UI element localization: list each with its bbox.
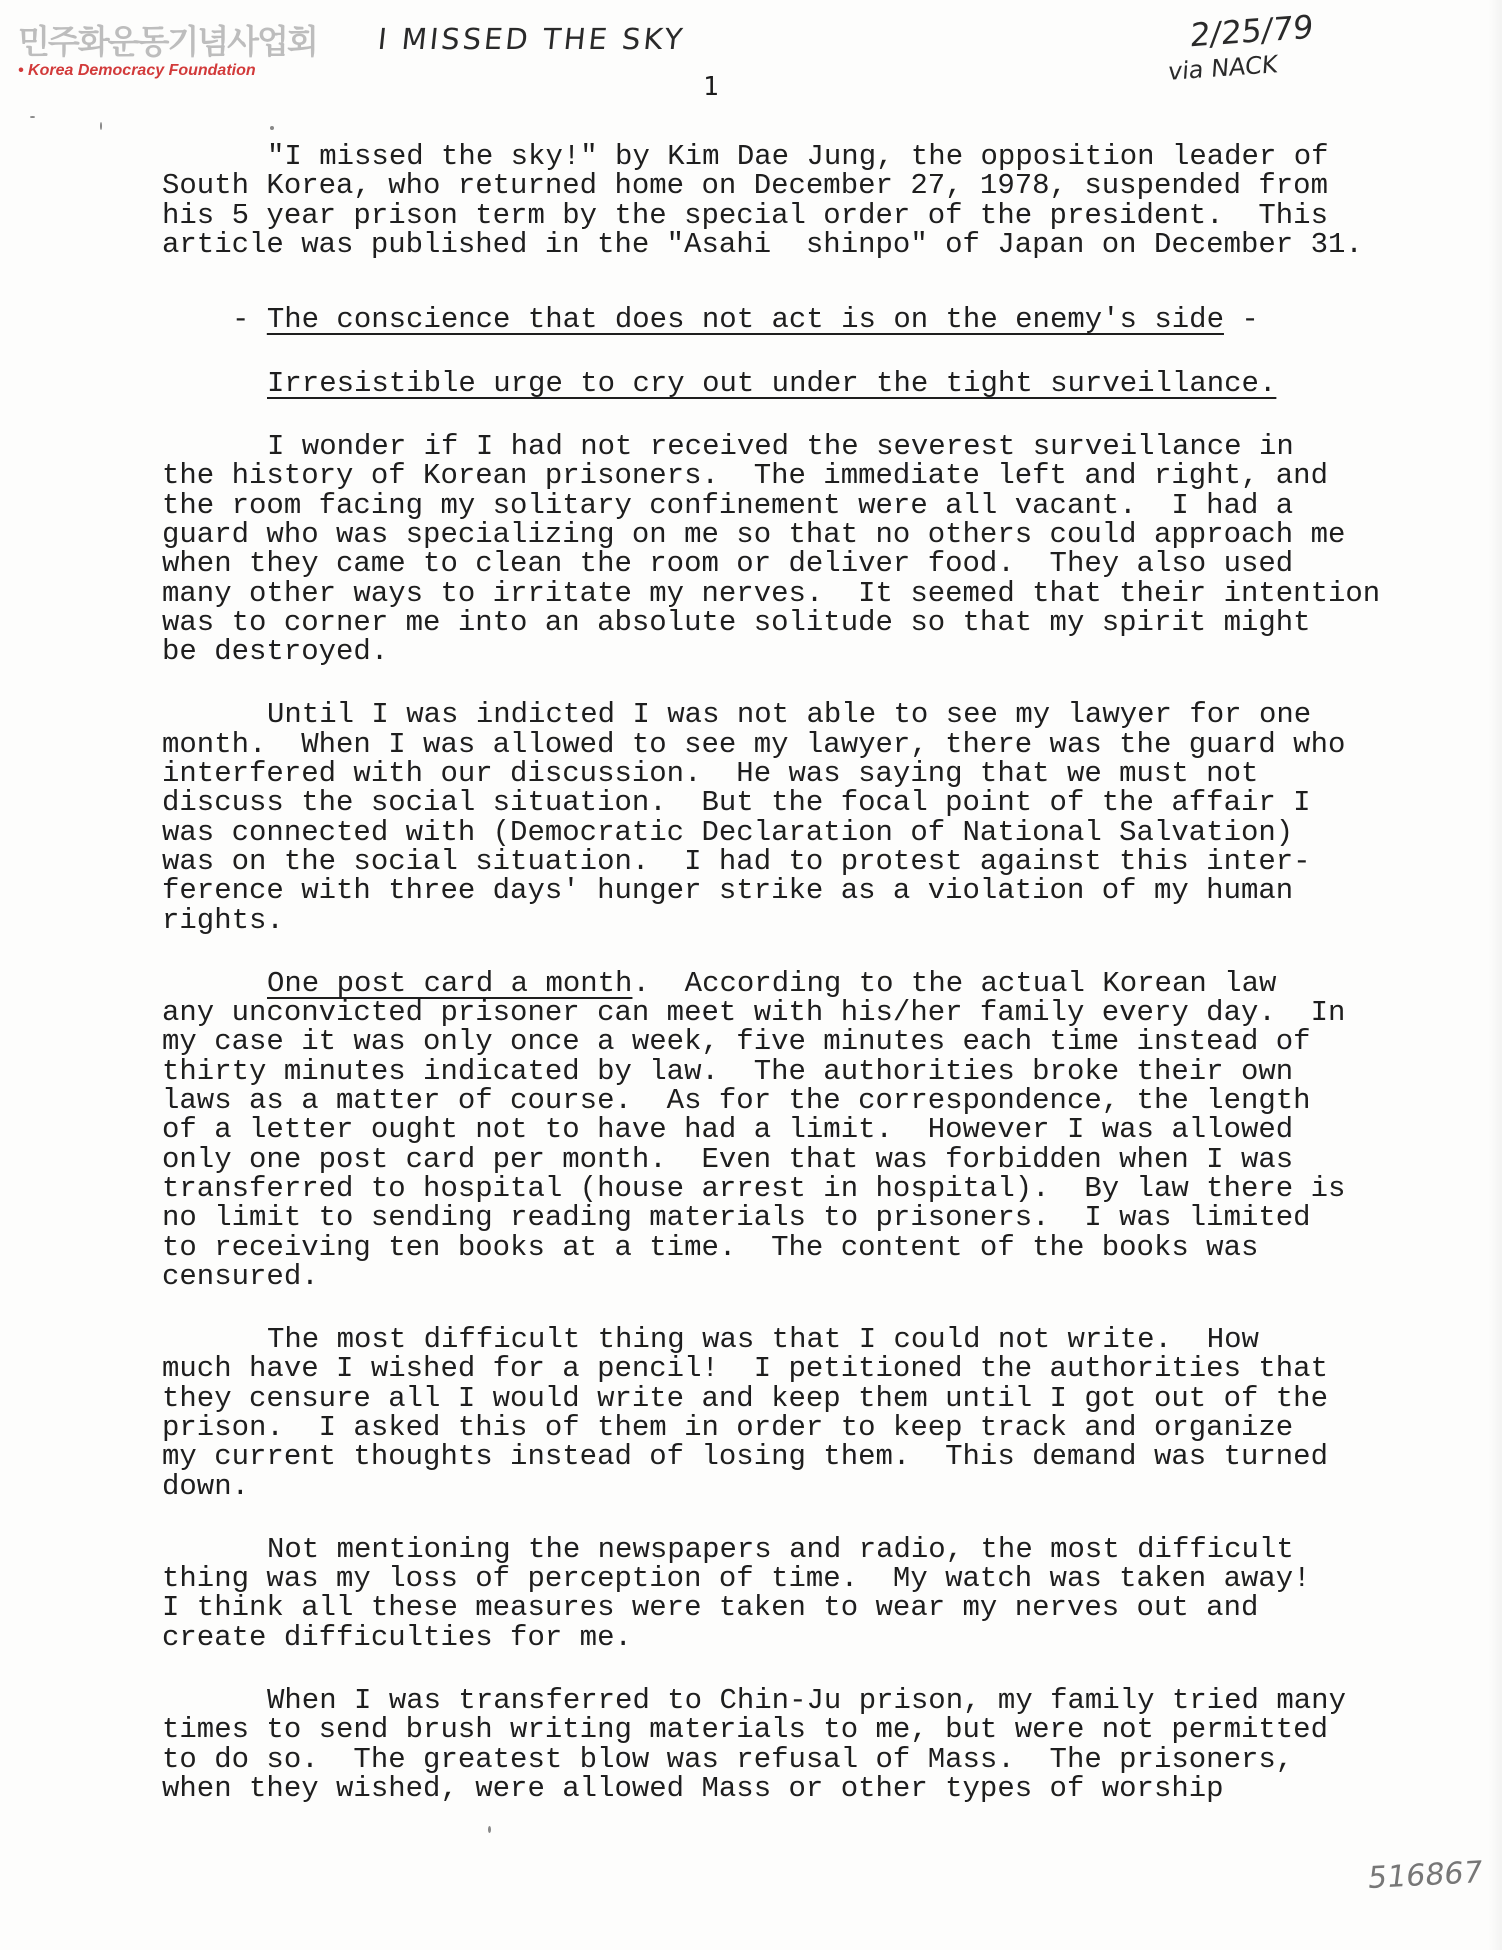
typed-body	[162, 142, 1462, 1803]
body-line: was on the social situation. I had to protest against this inter-	[162, 844, 1311, 878]
intro-line: South Korea, who returned home on December 27, 1978, suspended from	[162, 169, 1328, 203]
body-line: thirty minutes indicated by law. The authorities broke their own	[162, 1054, 1294, 1088]
archive-number: 516867	[1365, 1854, 1485, 1897]
body-line: ference with three days' hunger strike as a violation of my human	[162, 874, 1294, 908]
body-line: Not mentioning the newspapers and radio, the most difficult	[267, 1532, 1294, 1566]
body-line: to do so. The greatest blow was refusal of Mass. The prisoners,	[162, 1742, 1294, 1776]
body-line: thing was my loss of perception of time. My watch was taken away!	[162, 1562, 1311, 1596]
body-line-lead	[162, 966, 1462, 1000]
page-number: 1	[703, 72, 719, 102]
body-line: the room facing my solitary confinement were all vacant. I had a	[162, 488, 1294, 522]
handwritten-via: via NACK	[1167, 50, 1279, 86]
body-line: down.	[162, 1469, 250, 1503]
handwritten-title: I MISSED THE SKY	[376, 22, 687, 56]
body-line: interfered with our discussion. He was saying that we must not	[162, 757, 1259, 791]
intro-line: article was published in the "Asahi shinpo" of Japan on December 31.	[162, 227, 1363, 261]
scan-speck	[100, 122, 102, 130]
body-line: much have I wished for a pencil! I petitioned the authorities that	[162, 1352, 1328, 1386]
body-line: when they came to clean the room or deliver food. They also used	[162, 547, 1294, 581]
scan-edge-shadow	[1488, 0, 1502, 1950]
logo-english-label: Korea Democracy Foundation	[28, 62, 256, 79]
post-card-lead-rest: . According to the actual Korean law	[632, 966, 1277, 1000]
body-line: only one post card per month. Even that was forbidden when I was	[162, 1142, 1294, 1176]
paragraph-time	[162, 1532, 1462, 1654]
body-line: month. When I was allowed to see my lawyer, there was the guard who	[162, 727, 1346, 761]
paragraph-writing	[162, 1325, 1462, 1501]
intro-line: "I missed the sky!" by Kim Dae Jung, the opposition leader of	[267, 140, 1329, 173]
body-line: create difficulties for me.	[162, 1620, 632, 1654]
body-line: of a letter ought not to have had a limit. However I was allowed	[162, 1113, 1294, 1147]
body-line: guard who was specializing on me so that no others could approach me	[162, 517, 1346, 551]
paragraph-chin-ju	[162, 1686, 1462, 1803]
body-line: many other ways to irritate my nerves. It seemed that their intention	[162, 576, 1381, 610]
handwritten-date: 2/25/79	[1188, 7, 1315, 55]
section-heading-1: - The conscience that does not act is on the enemy's side -	[232, 303, 1259, 337]
scan-speck	[488, 1826, 491, 1833]
paragraph-post-card	[162, 966, 1462, 1293]
intro-line: his 5 year prison term by the special order of the president. This	[162, 198, 1328, 232]
post-card-subheading: One post card a month	[267, 966, 633, 1000]
body-line: laws as a matter of course. As for the correspondence, the length	[162, 1084, 1311, 1118]
body-line: When I was transferred to Chin-Ju prison, my family tried many	[267, 1684, 1346, 1718]
paragraph-lawyer	[162, 698, 1462, 937]
body-line: no limit to sending reading materials to prisoners. I was limited	[162, 1201, 1311, 1235]
heading-2-text: Irresistible urge to cry out under the tight surveillance.	[267, 366, 1277, 400]
body-line: be destroyed.	[162, 635, 389, 669]
body-line: I think all these measures were taken to wear my nerves out and	[162, 1591, 1259, 1625]
heading-1-text: The conscience that does not act is on the enemy's side	[266, 303, 1224, 337]
body-line: when they wished, were allowed Mass or other types of worship	[162, 1771, 1224, 1805]
body-line: Until I was indicted I was not able to see my lawyer for one	[267, 698, 1312, 732]
logo-korean-text: 민주화운동기념사업회	[18, 22, 317, 61]
body-line: was to corner me into an absolute solitude so that my spirit might	[162, 605, 1311, 639]
body-line: my current thoughts instead of losing them. This demand was turned	[162, 1440, 1328, 1474]
body-line: they censure all I would write and keep them until I got out of the	[162, 1381, 1328, 1415]
body-line: prison. I asked this of them in order to keep track and organize	[162, 1410, 1294, 1444]
scan-speck	[270, 126, 274, 130]
intro-paragraph	[162, 142, 1462, 259]
body-line: transferred to hospital (house arrest in hospital). By law there is	[162, 1171, 1346, 1205]
body-line: rights.	[162, 903, 284, 937]
body-line: censured.	[162, 1259, 319, 1293]
body-line: any unconvicted prisoner can meet with his/her family every day. In	[162, 996, 1346, 1030]
body-line: to receiving ten books at a time. The content of the books was	[162, 1230, 1259, 1264]
body-line: I wonder if I had not received the severest surveillance in	[267, 430, 1294, 464]
foundation-logo	[18, 22, 317, 80]
paragraph-surveillance	[162, 430, 1462, 669]
body-line: was connected with (Democratic Declaration of National Salvation)	[162, 815, 1294, 849]
body-line: times to send brush writing materials to me, but were not permitted	[162, 1713, 1328, 1747]
body-line: discuss the social situation. But the focal point of the affair I	[162, 786, 1311, 820]
body-line: my case it was only once a week, five minutes each time instead of	[162, 1025, 1311, 1059]
scan-speck	[30, 116, 35, 118]
logo-english-text: • Korea Democracy Foundation	[18, 62, 256, 79]
body-line: The most difficult thing was that I could not write. How	[267, 1323, 1259, 1357]
section-heading-2	[162, 366, 1462, 400]
body-line: the history of Korean prisoners. The immediate left and right, and	[162, 459, 1328, 493]
